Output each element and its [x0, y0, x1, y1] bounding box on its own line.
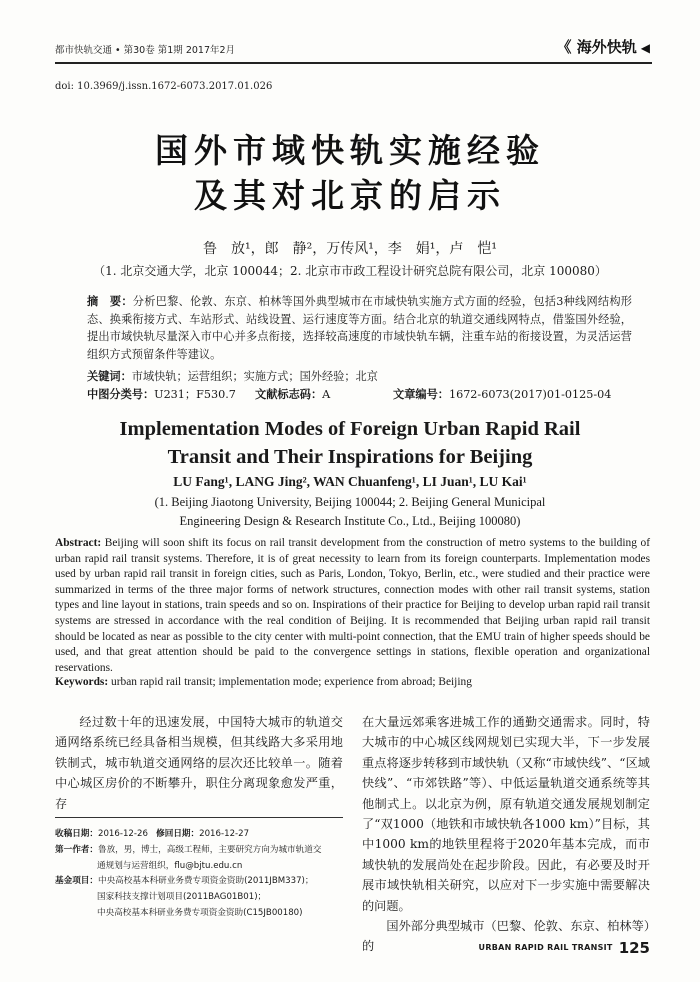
body-column-left — [55, 712, 343, 814]
journal-name-en: URBAN RAPID RAIL TRANSIT — [478, 943, 613, 952]
title-en-line-2: Transit and Their Inspirations for Beijing — [167, 446, 533, 468]
affiliation-cn: （1. 北京交通大学，北京 100044；2. 北京市市政工程设计研究总院有限公司，北京 100080） — [93, 264, 607, 278]
abstract-en-text: Beijing will soon shift its focus on rail transit development from the construction of metro systems to the building of urban rapid rail transit systems. Therefore, it is of great necessity to learn from its foreign counterparts. Implementation modes used by urban rapid rail transit in foreign cities, such as Paris, London, Tokyo, Berlin, etc., were studied and their practice were summarized in terms of the three major forms of network structures, connection modes with other rail transit systems, station types and line layout in stations, train speeds and so on. Inspirations of their practice for Beijing to develop urban rapid rail transit systems are stressed in accordance with the real condition of Beijing. It is recommended that Beijing urban rapid rail transit should be located as near as possible to the city center with multi-point connection, that the EMU train of higher speeds should be used, and that great attention should be paid to the convergence settings in stations, flexible operation and organizational reservations. — [55, 537, 650, 674]
page-footer — [479, 937, 650, 957]
body-paragraph: 国外部分典型城市（巴黎、伦敦、东京、柏林等）的 — [362, 919, 650, 954]
footnote-dates: 收稿日期：2016-12-26 修回日期：2016-12-27 — [55, 829, 250, 839]
keywords-en-text: urban rapid rail transit; implementation mode; experience from abroad; Beijing — [108, 676, 472, 688]
affiliation-en-line-1: (1. Beijing Jiaotong University, Beijing 100044; 2. Beijing General Municipal — [154, 495, 546, 509]
footnote-author: 第一作者：鲁放，男，博士，高级工程师，主要研究方向为城市轨道交 — [55, 844, 322, 855]
footnote-fund-3: 中央高校基本科研业务费专项资金资助(C15JB00180) — [97, 907, 303, 918]
footnote-rule — [55, 817, 343, 818]
authors-cn: 鲁 放¹，郎 静²，万传风¹，李 娟¹，卢 恺¹ — [202, 241, 498, 257]
keywords-cn-text: 市域快轨；运营组织；实施方式；国外经验；北京 — [131, 370, 378, 383]
footnote-fund-2: 国家科技支撑计划项目(2011BAG01B01)； — [97, 892, 267, 903]
authors-en: LU Fang¹, LANG Jing², WAN Chuanfeng¹, LI Juan¹, LU Kai¹ — [173, 474, 527, 489]
clc-number: 中图分类号：U231；F530.7 — [87, 388, 236, 401]
section-name: 《 海外快轨 — [556, 38, 637, 56]
footnote-author-cont: 通规划与运营组织，flu@bjtu.edu.cn — [97, 860, 243, 871]
body-paragraph: 经过数十年的迅速发展，中国特大城市的轨道交通网络系统已经具备相当规模，但其线路大多采用地铁制式，城市轨道交通网络的层次还比较单一。随着中心城区房价的不断攀升，职住分离现象愈发严重，存 — [55, 715, 343, 811]
body-paragraph: 在大量远郊乘客进城工作的通勤交通需求。同时，特大城市的中心城区线网规划已实现大半，下一步发展重点将逐步转移到市域快轨（又称“市域快线”、“区域快线”、“市郊铁路”等）、中低运量轨道交通系统等其他制式上。以北京为例，原有轨道交通发展规划制定了“双1000（地铁和市域快轨各1000 km）”目标，其中1000 km的地铁里程将于2020年基本完成，而市域快轨的发展尚处在起步阶段。因此，有必要及时开展市域快轨相关研究，以应对下一步实施中需要解决的问题。 — [362, 715, 650, 913]
title-cn-line-2: 及其对北京的启示 — [194, 176, 506, 215]
footnotes — [55, 827, 345, 922]
doi: doi: 10.3969/j.issn.1672-6073.2017.01.026 — [55, 81, 273, 92]
running-header — [55, 36, 650, 60]
title-en-line-1: Implementation Modes of Foreign Urban Rapid Rail — [119, 418, 581, 440]
section-label — [557, 36, 650, 57]
abstract-en-label: Abstract: — [55, 537, 102, 549]
keywords-cn — [87, 368, 647, 384]
triangle-left-icon: ◀ — [640, 41, 650, 55]
keywords-cn-label: 关键词： — [87, 370, 132, 383]
title-cn-line-1: 国外市域快轨实施经验 — [155, 131, 545, 170]
header-rule — [55, 62, 652, 64]
body-column-right — [362, 712, 650, 957]
abstract-en — [55, 536, 650, 676]
journal-issue-info: 都市快轨交通 • 第30卷 第1期 2017年2月 — [55, 45, 236, 56]
abstract-cn-label: 摘 要： — [87, 295, 133, 308]
affiliation-en-line-2: Engineering Design & Research Institute Co., Ltd., Beijing 100080) — [179, 514, 521, 528]
keywords-en-label: Keywords: — [55, 676, 109, 688]
abstract-cn — [87, 293, 632, 363]
abstract-cn-text: 分析巴黎、伦敦、东京、柏林等国外典型城市在市域快轨实施方式方面的经验，包括3种线网结构形态、换乘衔接方式、车站形式、站线设置、运行速度等方面。结合北京的轨道交通线网特点，借鉴国外经验，提出市域快轨尽量深入市中心并多点衔接，选择较高速度的市域快轨车辆，注重车站的衔接设置，为灵活运营组织方式预留条件等建议。 — [87, 295, 632, 361]
keywords-en — [55, 676, 650, 688]
page-number: 125 — [618, 938, 650, 957]
article-number: 文章编号：1672-6073(2017)01-0125-04 — [393, 388, 612, 401]
footnote-fund: 基金项目：中央高校基本科研业务费专项资金资助(2011JBM337)； — [55, 876, 314, 887]
document-code: 文献标志码：A — [255, 388, 331, 401]
